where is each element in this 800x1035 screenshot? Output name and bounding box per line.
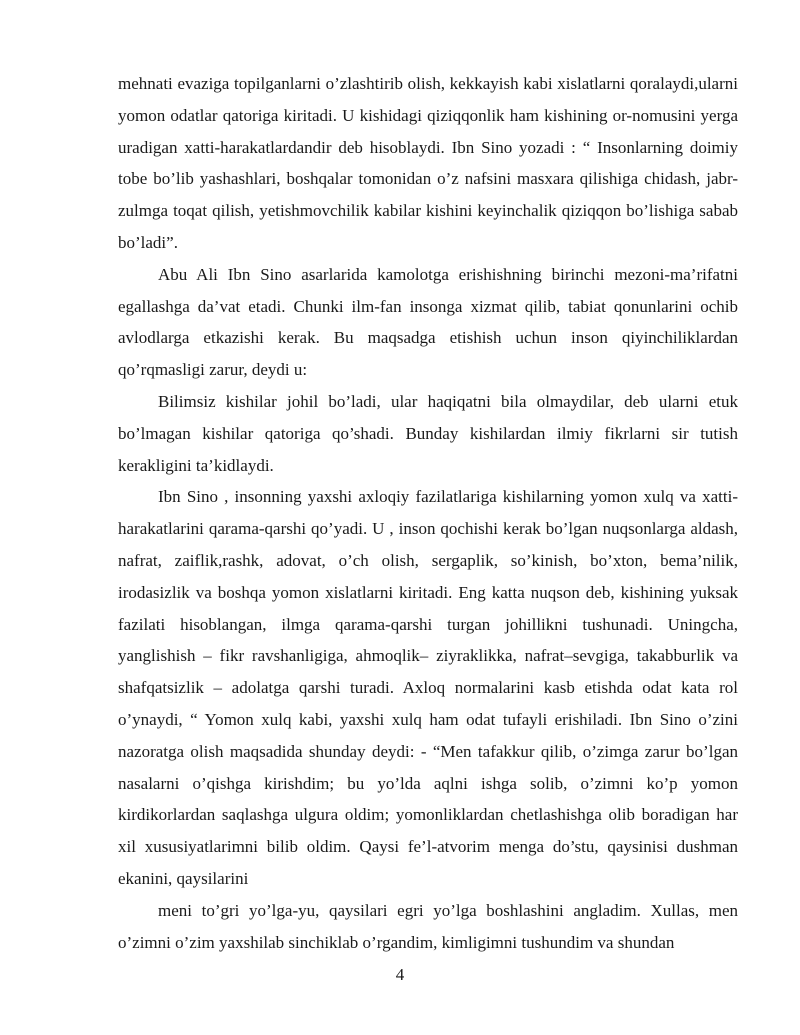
body-text <box>118 68 738 958</box>
paragraph-marifat: Abu Ali Ibn Sino asarlarida kamolotga erishishning birinchi mezoni-ma’rifatni egallashga da’vat etadi. Chunki ilm-fan insonga xizmat qilib, tabiat qonunlarini ochib avlodlarga etkazishi kerak. Bu maqsadga etishish uchun inson qiyinchiliklardan qo’rqmasligi zarur, deydi u: <box>118 264 738 380</box>
paragraph-continuation: mehnati evaziga topilganlarni o’zlashtirib olish, kekkayish kabi xislatlarni qoralaydi,ularni yomon odatlar qatoriga kiritadi. U kishidagi qiziqqonlik ham kishining or-nomusini yerga uradigan xatti-harakatlardandir deb hisoblaydi. Ibn Sino yozadi : “ Insonlarning doimiy tobe bo’lib yashashlari, boshqalar tomonidan o’z nafsini masxara qilishiga chidash, jabr-zulmga toqat qilish, yetishmovchilik kabilar kishini keyinchalik qiziqqon bo’lishiga sabab bo’ladi”. <box>118 74 738 252</box>
paragraph-bilimsiz: Bilimsiz kishilar johil bo’ladi, ular haqiqatni bila olmaydilar, deb ularni etuk bo’lmagan kishilar qatoriga qo’shadi. Bunday kishilardan ilmiy fikrlarni sir tutish kerakligini ta’kidlaydi. <box>118 391 738 475</box>
paragraph-axloqiy-fazilatlar: Ibn Sino , insonning yaxshi axloqiy fazilatlariga kishilarning yomon xulq va xatti-harakatlarini qarama-qarshi qo’yadi. U , inson qochishi kerak bo’lgan nuqsonlarga aldash, nafrat, zaiflik,rashk, adovat, o’ch olish, sergaplik, so’kinish, bo’xton, bema’nilik, irodasizlik va boshqa yomon xislatlarni kiritadi. Eng katta nuqson deb, kishining yuksak fazilati hisoblangan, ilmga qarama-qarshi turgan johillikni tushunadi. Uningcha, yanglishish – fikr ravshanligiga, ahmoqlik– ziyraklikka, nafrat–sevgiga, takabburlik va shafqatsizlik – adolatga qarshi turadi. Axloq normalarini kasb etishda odat kata rol o’ynaydi, “ Yomon xulq kabi, yaxshi xulq ham odat tufayli erishiladi. Ibn Sino o’zini nazoratga olish maqsadida shunday deydi: - “Men tafakkur qilib, o’zimga zarur bo’lgan nasalarni o’qishga kirishdim; bu yo’lda aqlni ishga solib, o’zimni ko’p yomon kirdikorlardan saqlashga ulgura oldim; yomonliklardan chetlashishga olib boradigan har xil xususiyatlarimni bilib oldim. Qaysi fe’l-atvorim menga do’stu, qaysinisi dushman ekanini, qaysilarini <box>118 487 738 888</box>
paragraph-final: meni to’gri yo’lga-yu, qaysilari egri yo’lga boshlashini angladim. Xullas, men o’zimni o’zim yaxshilab sinchiklab o’rgandim, kimligimni tushundim va shundan <box>118 900 738 952</box>
page-number: 4 <box>395 965 405 984</box>
